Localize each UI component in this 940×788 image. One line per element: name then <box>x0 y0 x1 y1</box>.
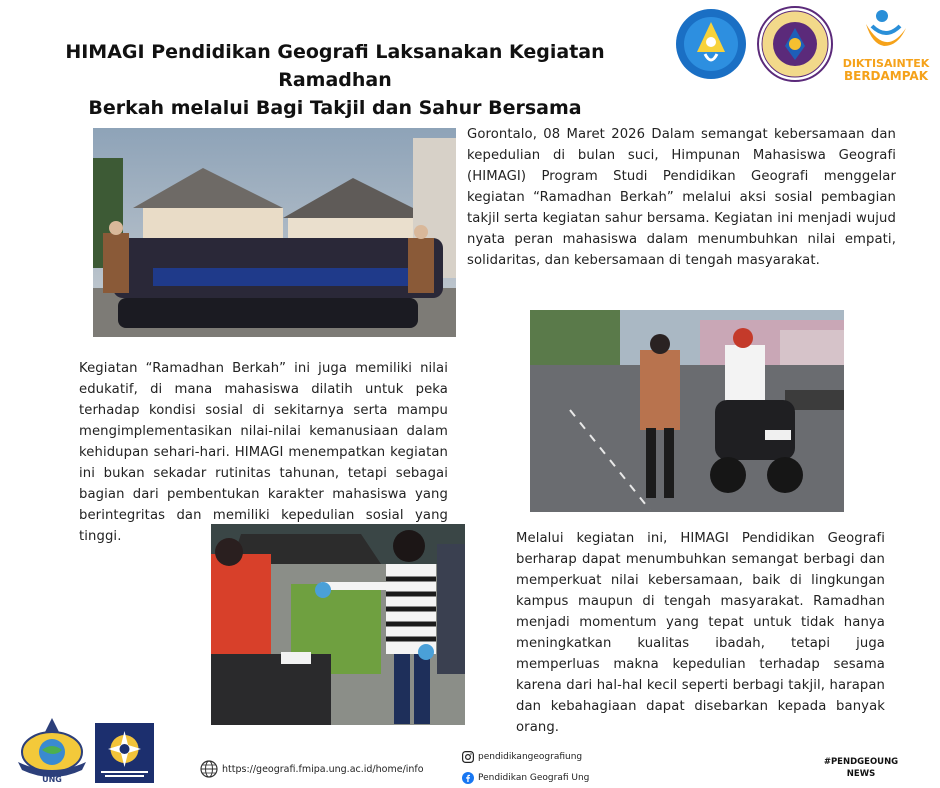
article-paragraph-1: Gorontalo, 08 Maret 2026 Dalam semangat kebersamaan dan kepedulian di bulan suci, Himpunan Mahasiswa Geografi (HIMAGI) Program Studi Pendidikan Geografi menggelar kegiatan “Ramadhan Berkah” melalui aksi sosial pembagian takjil serta kegiatan sahur bersama. Kegiatan ini menjadi wujud nyata peran mahasiswa dalam menumbuhkan nilai empati, solidaritas, dan kebersamaan di tengah masyarakat. <box>467 127 896 268</box>
hashtag-line-1: #PENDGEOUNG <box>823 757 899 767</box>
himagi-logo <box>95 723 154 783</box>
takjil-road-photo <box>530 310 844 512</box>
tut-wuri-handayani-logo <box>675 8 747 80</box>
geo-logo-text: UNG <box>42 775 62 784</box>
dikti-logo-line-1: DIKTISAINTEK <box>842 57 930 70</box>
facebook-page[interactable]: Pendidikan Geografi Ung <box>478 773 590 783</box>
title-line-2: Berkah melalui Bagi Takjil dan Sahur Bersama <box>88 97 582 119</box>
geografi-ung-logo <box>14 716 90 786</box>
dikti-logo-line-2: BERDAMPAK <box>843 69 929 83</box>
footer-hashtag <box>818 756 904 780</box>
hashtag-line-2: NEWS <box>846 769 876 779</box>
website-url[interactable]: https://geografi.fmipa.ung.ac.id/home/info <box>222 763 424 775</box>
takjil-street-photo <box>211 524 465 725</box>
instagram-icon <box>462 751 474 763</box>
instagram-handle[interactable]: pendidikangeografiung <box>478 752 583 762</box>
globe-icon <box>200 760 218 778</box>
title-line-1: HIMAGI Pendidikan Geografi Laksanakan Kegiatan Ramadhan <box>65 41 605 91</box>
footer-instagram[interactable] <box>462 751 582 763</box>
footer-facebook[interactable] <box>462 772 589 784</box>
article-title <box>20 38 650 122</box>
facebook-icon <box>462 772 474 784</box>
footer-website[interactable] <box>200 760 424 778</box>
group-photo <box>93 128 456 337</box>
diktisaintek-berdampak-logo <box>842 6 930 82</box>
article-paragraph-2: Kegiatan “Ramadhan Berkah” ini juga memiliki nilai edukatif, di mana mahasiswa dilatih untuk peka terhadap kondisi sosial di sekitarnya serta mampu mengimplementasikan nilai-nilai kemanusiaan dalam kehidupan sehari-hari. HIMAGI menempatkan kegiatan ini bukan sekadar rutinitas tahunan, tetapi sebagai bagian dari pembentukan karakter mahasiswa yang berintegritas dan memiliki kepedulian sosial yang tinggi. <box>79 361 448 544</box>
ung-university-logo <box>757 6 833 82</box>
article-paragraph-3: Melalui kegiatan ini, HIMAGI Pendidikan Geografi berharap dapat menumbuhkan semangat berbagi dan memperkuat nilai kebersamaan, baik di lingkungan kampus maupun di tengah masyarakat. Ramadhan menjadi momentum yang tepat untuk tidak hanya meningkatkan kualitas ibadah, tetapi juga memperluas makna kepedulian terhadap sesama karena dari hal-hal kecil seperti berbagi takjil, harapan dan kebahagiaan dapat disebarkan kepada banyak orang. <box>516 531 885 735</box>
